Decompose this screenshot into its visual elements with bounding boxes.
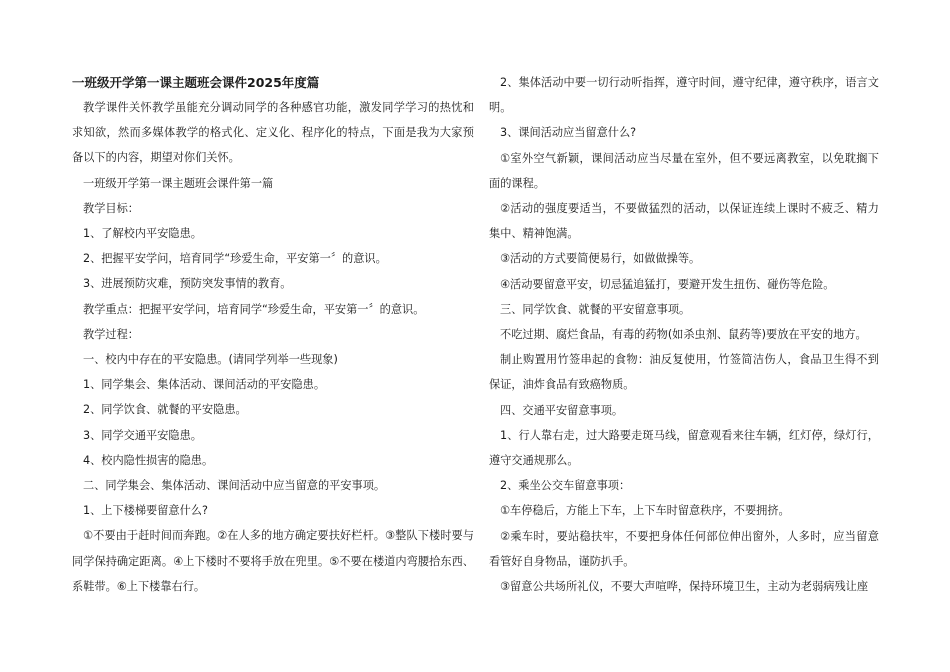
recess-rule-1: ①室外空气新颖，课间活动应当尽量在室外，但不要远离教室，以免耽搁下面的课程。 (489, 151, 879, 190)
teaching-focus: 教学重点：把握平安学问，培育同学“珍爱生命，平安第一〞的意识。 (83, 302, 425, 316)
hazard-item-4: 4、校内隐性损害的隐患。 (83, 453, 214, 467)
bus-rule-1: ①车停稳后，方能上下车，上下车时留意秩序，不要拥挤。 (500, 504, 790, 518)
recess-question: 3、课间活动应当留意什么? (500, 126, 637, 140)
left-column (72, 70, 474, 599)
traffic-safety-heading: 四、交通平安留意事项。 (500, 403, 624, 417)
goal-item-2: 2、把握平安学问，培育同学“珍爱生命，平安第一〞的意识。 (83, 252, 387, 266)
recess-rule-3: ③活动的方式要简便易行，如做做操等。 (500, 252, 701, 266)
hazard-item-1: 1、同学集会、集体活动、课间活动的平安隐患。 (83, 378, 326, 392)
stairs-rules: ①不要由于赶时间而奔跑。②在人多的地方确定要扶好栏杆。③整队下楼时要与同学保持确定距离。④上下楼时不要将手放在兜里。⑤不要在楼道内弯腰拾东西、系鞋带。⑥上下楼靠右行。 (72, 529, 474, 593)
hazard-item-2: 2、同学饮食、就餐的平安隐患。 (83, 403, 247, 417)
document-title: 一班级开学第一课主题班会课件2025年度篇 (72, 75, 320, 90)
traffic-rule-1: 1、行人靠右走，过大路要走斑马线，留意观看来往车辆，红灯停，绿灯行，遵守交通规那么。 (489, 428, 879, 468)
stairs-question: 1、上下楼梯要留意什么? (83, 504, 208, 518)
hazard-item-3: 3、同学交通平安隐患。 (83, 428, 202, 442)
bus-rule-3: ③留意公共场所礼仪，不要大声喧哗，保持环境卫生，主动为老弱病残让座 (500, 580, 869, 594)
intro-paragraph: 教学课件关怀教学虽能充分调动同学的各种感官功能，激发同学学习的热忱和求知欲，然而多媒体教学的格式化、定义化、程序化的特点，下面是我为大家预备以下的内容，期望对你们关怀。 (72, 101, 474, 165)
bus-heading: 2、乘坐公交车留意事项： (500, 479, 631, 493)
goal-item-1: 1、了解校内平安隐患。 (83, 227, 202, 241)
teaching-goals-label: 教学目标： (83, 201, 139, 215)
teaching-process-label: 教学过程： (83, 327, 139, 341)
section-heading-1: 一班级开学第一课主题班会课件第一篇 (83, 176, 274, 190)
group-activity-rule: 2、集体活动中要一切行动听指挥，遵守时间，遵守纪律，遵守秩序，语言文明。 (489, 76, 879, 115)
food-rule-1: 不吃过期、腐烂食品，有毒的药物(如杀虫剂、鼠药等)要放在平安的地方。 (500, 328, 867, 342)
right-column (489, 70, 879, 599)
campus-hazards-heading: 一、校内中存在的平安隐患。(请同学列举一些现象) (83, 353, 338, 367)
food-rule-2: 制止购置用竹签串起的食物：油反复使用，竹签简洁伤人，食品卫生得不到保证，油炸食品有致癌物质。 (489, 353, 879, 392)
goal-item-3: 3、进展预防灾难，预防突发事情的教育。 (83, 277, 292, 291)
food-safety-heading: 三、同学饮食、就餐的平安留意事项。 (500, 302, 691, 316)
activity-safety-heading: 二、同学集会、集体活动、课间活动中应当留意的平安事项。 (83, 479, 386, 493)
bus-rule-2: ②乘车时，要站稳扶牢，不要把身体任何部位伸出窗外，人多时，应当留意看管好自身物品，谨防扒手。 (489, 529, 879, 568)
recess-rule-4: ④活动要留意平安，切忌猛追猛打，要避开发生扭伤、碰伤等危险。 (500, 277, 835, 291)
recess-rule-2: ②活动的强度要适当，不要做猛烈的活动，以保证连续上课时不疲乏、精力集中、精神饱满。 (489, 202, 879, 241)
